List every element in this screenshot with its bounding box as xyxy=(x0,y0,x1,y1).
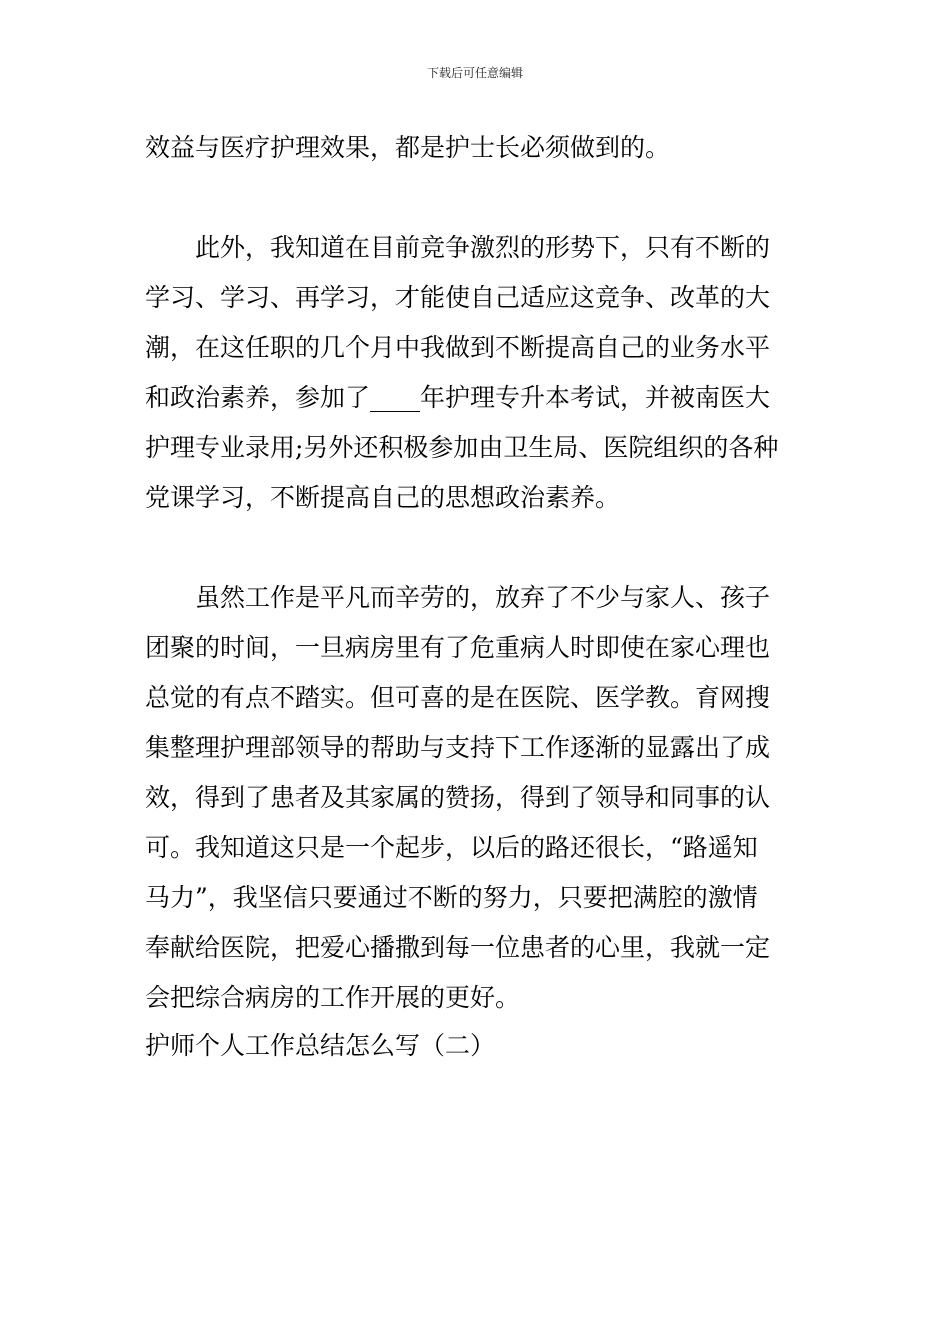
body-line: 此外，我知道在目前竞争激烈的形势下，只有不断的 xyxy=(145,233,771,262)
body-line: 可。我知道这只是一个起步，以后的路还很长，“路遥知 xyxy=(145,833,758,862)
body-line: 团聚的时间，一旦病房里有了危重病人时即使在家心理也 xyxy=(145,633,771,662)
body-line: 效，得到了患者及其家属的赞扬，得到了领导和同事的认 xyxy=(145,783,771,812)
body-line: 党课学习，不断提高自己的思想政治素养。 xyxy=(145,483,621,512)
body-line: 虽然工作是平凡而辛劳的，放弃了不少与家人、孩子 xyxy=(145,583,771,612)
body-line: 奉献给医院，把爱心播撒到每一位患者的心里，我就一定 xyxy=(145,933,771,962)
body-line: 效益与医疗护理效果，都是护士长必须做到的。 xyxy=(145,133,671,162)
section-heading: 护师个人工作总结怎么写（二） xyxy=(145,1031,496,1060)
body-line: 集整理护理部领导的帮助与支持下工作逐渐的显露出了成 xyxy=(145,733,771,762)
body-line: 护理专业录用;另外还积极参加由卫生局、医院组织的各种 xyxy=(145,433,779,462)
body-line: 马力”，我坚信只要通过不断的努力，只要把满腔的激情 xyxy=(145,883,758,912)
page-header: 下载后可任意编辑 xyxy=(426,66,523,80)
body-line: 总觉的有点不踏实。但可喜的是在医院、医学教。育网搜 xyxy=(145,683,771,712)
body-line: 学习、学习、再学习，才能使自己适应这竞争、改革的大 xyxy=(145,283,771,312)
body-line: 会把综合病房的工作开展的更好。 xyxy=(145,983,521,1012)
body-line: 潮，在这任职的几个月中我做到不断提高自己的业务水平 xyxy=(145,333,771,362)
body-line: 和政治素养，参加了____年护理专升本考试，并被南医大 xyxy=(145,383,771,412)
